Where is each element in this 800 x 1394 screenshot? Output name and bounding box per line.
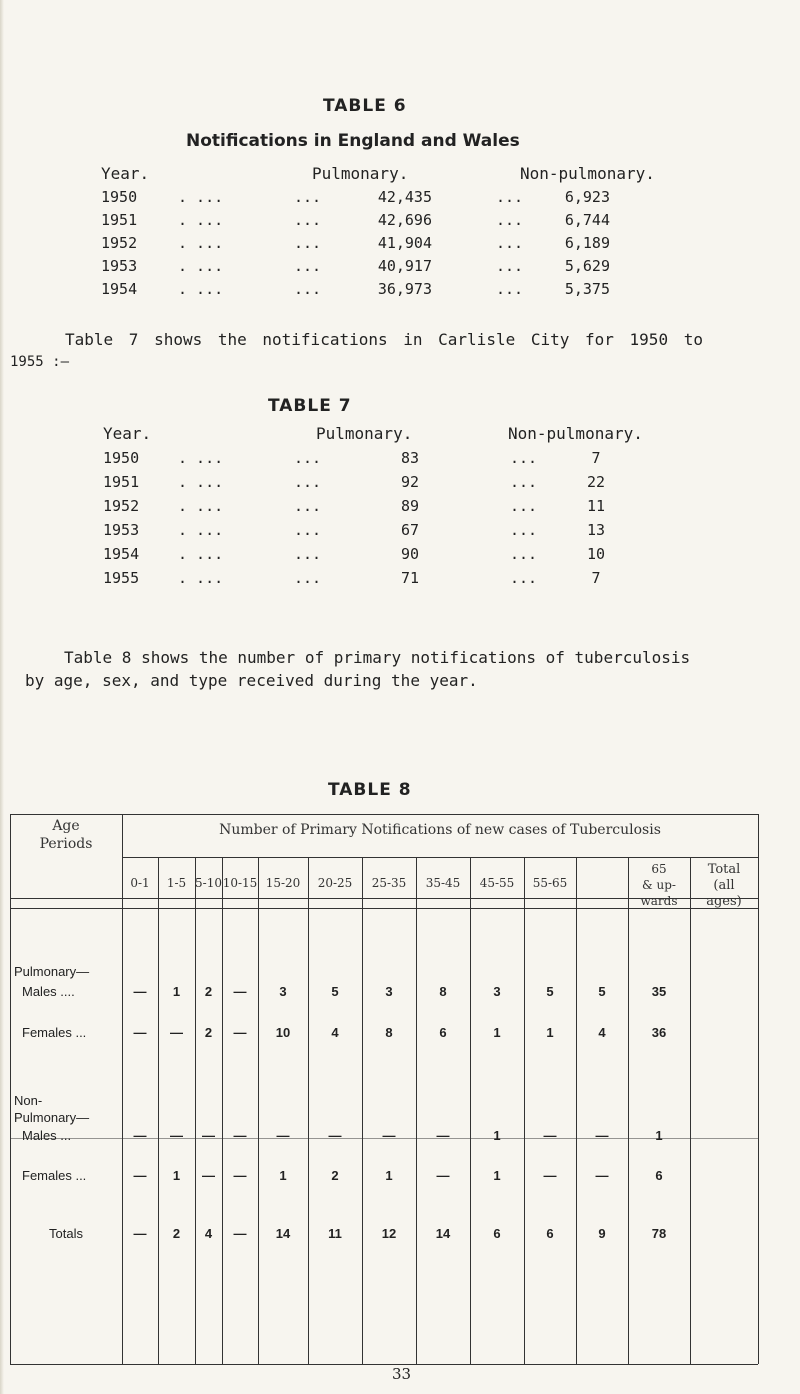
table6-title: TABLE 6 (323, 96, 407, 116)
table7-year: 1951 (103, 473, 140, 491)
leader-dots: . ... (178, 569, 224, 587)
table8-cell: 1 (655, 1128, 663, 1143)
table8-bottom-rule (10, 1364, 758, 1365)
leader-dots: ... (510, 473, 538, 491)
table8-cell: 8 (439, 984, 447, 999)
table8-col-header: 35-45 (425, 876, 461, 890)
leader-dots: ... (294, 280, 322, 298)
table7-row (0, 473, 800, 497)
table6-year: 1951 (101, 211, 138, 229)
table8-cell: 1 (546, 1025, 554, 1040)
table8-column-divider (690, 857, 691, 1364)
paragraph-1-line-1: Table 7 shows the notifications in Carlisle City for 1950 to (65, 330, 703, 349)
table6-pulmonary: 40,917 (377, 257, 432, 275)
table8-cell: — (133, 1025, 147, 1040)
table7-year-header: Year. (103, 424, 152, 443)
leader-dots: ... (294, 211, 322, 229)
table8-column-divider (524, 857, 525, 1364)
leader-dots: . ... (178, 473, 224, 491)
table8-right-border (758, 814, 759, 1364)
table8-cell: 10 (275, 1025, 291, 1040)
leader-dots: ... (496, 211, 524, 229)
table7-title: TABLE 7 (268, 396, 352, 416)
table8-cell: 35 (651, 984, 667, 999)
table7-pulmonary: 90 (400, 545, 420, 563)
leader-dots: ... (510, 497, 538, 515)
table7-year: 1950 (103, 449, 140, 467)
table8-cell: — (595, 1128, 609, 1143)
table8-cell: 5 (598, 984, 606, 999)
leader-dots: . ... (178, 257, 224, 275)
table8-group-pulmonary: Pulmonary— (14, 964, 90, 979)
table7-pulmonary: 71 (400, 569, 420, 587)
paragraph-2-line-1: Table 8 shows the number of primary notifications of tuberculosis (64, 648, 691, 667)
table7-pulmonary: 67 (400, 521, 420, 539)
table6-year: 1950 (101, 188, 138, 206)
table8-group-nonpulmonary: Non- (14, 1093, 43, 1108)
table8-cell: 6 (493, 1226, 501, 1241)
leader-dots: ... (294, 473, 322, 491)
leader-dots: ... (294, 188, 322, 206)
table8-cell: 8 (385, 1025, 393, 1040)
leader-dots: ... (294, 449, 322, 467)
table8-cell: 3 (279, 984, 287, 999)
table8-column-divider (158, 857, 159, 1364)
table7-pulmonary: 89 (400, 497, 420, 515)
table7-row (0, 497, 800, 521)
table8-cell: — (233, 1025, 247, 1040)
table6-row (0, 257, 800, 281)
table8-cell: — (233, 1226, 247, 1241)
leader-dots: . ... (178, 280, 224, 298)
table8-span-header: Number of Primary Notifications of new cases of Tuberculosis (219, 822, 661, 838)
table8-column-divider (416, 857, 417, 1364)
leader-dots: . ... (178, 188, 224, 206)
table7-row (0, 521, 800, 545)
table6-year: 1954 (101, 280, 138, 298)
table8-cell: — (202, 1168, 215, 1183)
table7-row (0, 449, 800, 473)
table7-year: 1955 (103, 569, 140, 587)
table6-row (0, 280, 800, 304)
table8-cell: 3 (493, 984, 501, 999)
table7-nonpulmonary: 7 (591, 569, 601, 587)
table6-nonpulmonary-header: Non-pulmonary. (520, 164, 655, 183)
table7-pulmonary: 83 (400, 449, 420, 467)
table8-cell: 3 (385, 984, 393, 999)
leader-dots: . ... (178, 497, 224, 515)
table8-col-header: 10-15 (222, 876, 258, 890)
table8-col-65-header: & up- (642, 878, 676, 892)
table8-row-label: Totals (49, 1226, 83, 1241)
leader-dots: ... (294, 497, 322, 515)
leader-dots: . ... (178, 449, 224, 467)
table8-total-header: ages) (706, 894, 742, 909)
table8-cell: — (276, 1128, 290, 1143)
leader-dots: ... (496, 257, 524, 275)
table8-cell: — (170, 1025, 183, 1040)
table8-col-header: 15-20 (265, 876, 301, 890)
table8-col-header: 0-1 (130, 876, 150, 890)
table8-cell: 2 (331, 1168, 339, 1183)
leader-dots: ... (510, 569, 538, 587)
table8-cell: 1 (493, 1128, 501, 1143)
paragraph-1-line-2: 1955 :— (10, 354, 70, 370)
table6-nonpulmonary: 5,629 (564, 257, 610, 275)
table8-col-header: 5-10 (195, 876, 222, 890)
table8-cell: — (382, 1128, 396, 1143)
table8-age-divider (122, 814, 123, 1364)
table6-row (0, 234, 800, 258)
page-number: 33 (392, 1365, 412, 1383)
table8-row-label: Males .... (22, 984, 75, 999)
table8-cell: 36 (651, 1025, 667, 1040)
table7-pulmonary-header: Pulmonary. (316, 424, 413, 443)
table6-row (0, 211, 800, 235)
leader-dots: . ... (178, 545, 224, 563)
table8-cell: — (133, 1168, 147, 1183)
table7-nonpulmonary-header: Non-pulmonary. (508, 424, 643, 443)
table6-nonpulmonary: 6,189 (564, 234, 610, 252)
table7-row (0, 545, 800, 569)
leader-dots: ... (496, 188, 524, 206)
table8-cell: 2 (204, 1025, 213, 1040)
leader-dots: ... (294, 521, 322, 539)
table8-cell: — (133, 984, 147, 999)
table8-cell: 1 (493, 1168, 501, 1183)
leader-dots: ... (496, 234, 524, 252)
table8-cell: — (202, 1128, 215, 1143)
table8-row-label: Females ... (22, 1168, 87, 1183)
table8-col-header: 25-35 (371, 876, 407, 890)
table8-cell: — (133, 1128, 147, 1143)
table8-cell: 6 (546, 1226, 554, 1241)
table6-pulmonary: 36,973 (377, 280, 432, 298)
table8-column-divider (576, 857, 577, 1364)
table7-year: 1954 (103, 545, 140, 563)
table7-year: 1952 (103, 497, 140, 515)
table8-cell: — (436, 1168, 450, 1183)
table8-cell: — (133, 1226, 147, 1241)
table6-header-row (0, 164, 800, 188)
table8-row-label: Females ... (22, 1025, 87, 1040)
leader-dots: ... (294, 545, 322, 563)
table7-pulmonary: 92 (400, 473, 420, 491)
table6-year: 1953 (101, 257, 138, 275)
table6-nonpulmonary: 6,923 (564, 188, 610, 206)
table8-cell: 2 (172, 1226, 181, 1241)
table8-cell: 1 (172, 984, 181, 999)
table8-cell: — (543, 1168, 557, 1183)
table8-periods-header: Periods (39, 836, 93, 852)
table8-total-header: Total (707, 862, 741, 877)
table8-col-65-header: 65 (651, 862, 667, 876)
leader-dots: ... (510, 545, 538, 563)
leader-dots: ... (496, 280, 524, 298)
table8-cell: — (543, 1128, 557, 1143)
leader-dots: . ... (178, 234, 224, 252)
table8-cell: — (233, 1128, 247, 1143)
table6-nonpulmonary: 5,375 (564, 280, 610, 298)
table7-nonpulmonary: 10 (586, 545, 606, 563)
table8-column-divider (362, 857, 363, 1364)
table6-subtitle: Notifications in England and Wales (186, 131, 520, 151)
table8-cell: 14 (435, 1226, 451, 1241)
table8-cell: — (595, 1168, 609, 1183)
table8-cell: 5 (331, 984, 339, 999)
table8-cell: 6 (655, 1168, 663, 1183)
table8-col-header: 45-55 (479, 876, 515, 890)
leader-dots: ... (294, 234, 322, 252)
table8-cell: 12 (381, 1226, 397, 1241)
table6-pulmonary: 42,696 (377, 211, 432, 229)
table8-cell: 1 (385, 1168, 393, 1183)
table8-cell: 1 (493, 1025, 501, 1040)
table6-nonpulmonary: 6,744 (564, 211, 610, 229)
table6-pulmonary: 41,904 (377, 234, 432, 252)
table6-row (0, 188, 800, 212)
table8-column-divider (222, 857, 223, 1364)
table8-total-header: (all (713, 878, 735, 893)
table7-nonpulmonary: 13 (586, 521, 606, 539)
table7-row (0, 569, 800, 593)
table8-group-nonpulmonary-2: Pulmonary— (14, 1110, 90, 1125)
table6-pulmonary-header: Pulmonary. (312, 164, 409, 183)
table8-col-header: 1-5 (166, 876, 187, 890)
table6-year-header: Year. (101, 164, 150, 183)
table8-cell: 1 (172, 1168, 181, 1183)
table7-nonpulmonary: 22 (586, 473, 606, 491)
table8-column-divider (308, 857, 309, 1364)
table8-cell: — (170, 1128, 183, 1143)
table8-row-label: Males ... (22, 1128, 72, 1143)
leader-dots: ... (510, 521, 538, 539)
table8-cell: 6 (439, 1025, 447, 1040)
table8-col-header: 55-65 (532, 876, 568, 890)
table8-title: TABLE 8 (328, 780, 412, 800)
table8-left-border (10, 814, 11, 1364)
table7-nonpulmonary: 7 (591, 449, 601, 467)
table8-age-header: Age (52, 818, 80, 834)
table8-cell: 4 (598, 1025, 606, 1040)
table8-cell: 4 (204, 1226, 213, 1241)
leader-dots: ... (510, 449, 538, 467)
table7-year: 1953 (103, 521, 140, 539)
table8-cell: 2 (204, 984, 213, 999)
table8-cell: 5 (546, 984, 554, 999)
table8-cell: 4 (331, 1025, 339, 1040)
table6-pulmonary: 42,435 (377, 188, 432, 206)
paragraph-2-line-2: by age, sex, and type received during the year. (25, 671, 478, 690)
table8-cell: 78 (651, 1226, 667, 1241)
table8-cell: — (436, 1128, 450, 1143)
table8-cell: — (328, 1128, 342, 1143)
table7-header-row (0, 424, 800, 448)
table8-cell: 14 (275, 1226, 291, 1241)
table8-cell: 11 (328, 1226, 342, 1241)
table8-col-65-header: wards (640, 894, 678, 908)
table8-column-divider (628, 857, 629, 1364)
table8-cell: — (233, 1168, 247, 1183)
leader-dots: ... (294, 257, 322, 275)
table7-nonpulmonary: 11 (586, 497, 606, 515)
leader-dots: . ... (178, 521, 224, 539)
table8-column-divider (470, 857, 471, 1364)
table8-column-divider (195, 857, 196, 1364)
table8-subheader-rule (122, 857, 758, 858)
table6-year: 1952 (101, 234, 138, 252)
leader-dots: . ... (178, 211, 224, 229)
table8-cell: 1 (279, 1168, 287, 1183)
table8-cell: 9 (598, 1226, 606, 1241)
table8-column-divider (258, 857, 259, 1364)
table8-col-header: 20-25 (317, 876, 353, 890)
table8-cell: — (233, 984, 247, 999)
leader-dots: ... (294, 569, 322, 587)
